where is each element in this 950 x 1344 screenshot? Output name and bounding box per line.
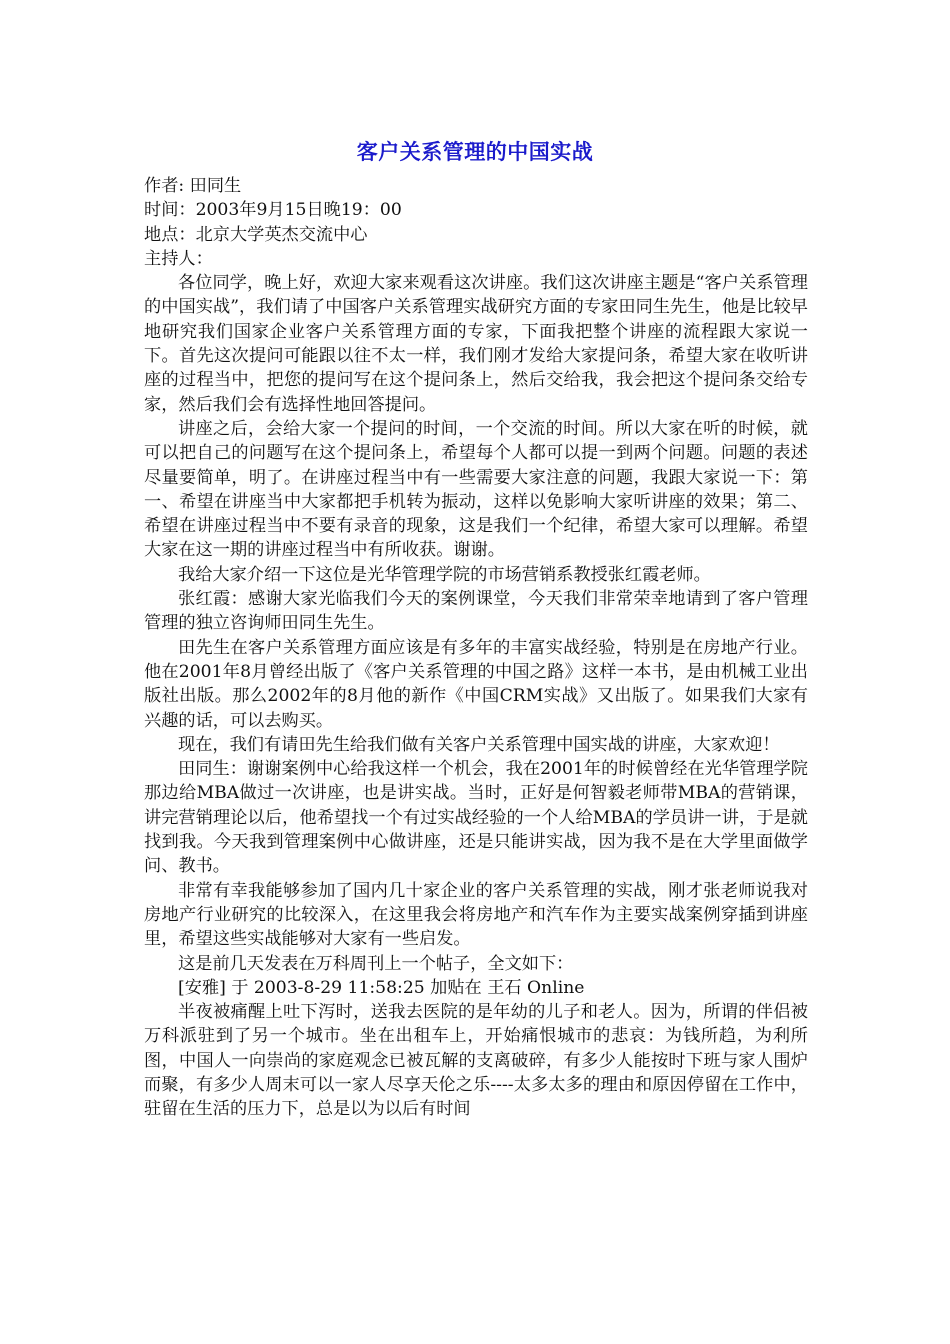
place-line: 地点：北京大学英杰交流中心 xyxy=(144,224,368,245)
host-line: 主持人： xyxy=(144,248,213,269)
paragraph: 各位同学，晚上好，欢迎大家来观看这次讲座。我们这次讲座主题是“客户关系管理的中国实战”，我们请了中国客户关系管理实战研究方面的专家田同生先生，他是比较早地研究我们国家企业客户关系管理方面的专家，下面我把整个讲座的流程跟大家说一下。首先这次提问可能跟以往不太一样，我们刚才发给大家提问条，希望大家在收听讲座的过程当中，把您的提问写在这个提问条上，然后交给我，我会把这个提问条交给专家，然后我们会有选择性地回答提问。 xyxy=(144,273,808,415)
post-header-line: [安雅] 于 2003-8-29 11:58:25 加贴在 王石 Online xyxy=(178,977,585,998)
author-line: 作者: 田同生 xyxy=(144,176,242,196)
paragraph: 非常有幸我能够参加了国内几十家企业的客户关系管理的实战，刚才张老师说我对房地产行业研究的比较深入，在这里我会将房地产和汽车作为主要实战案例穿插到讲座里，希望这些实战能够对大家有一些启发。 xyxy=(144,880,808,950)
document-body xyxy=(144,174,808,1122)
document-title: 客户关系管理的中国实战 xyxy=(356,140,594,164)
paragraph: 张红霞：感谢大家光临我们今天的案例课堂，今天我们非常荣幸地请到了客户管理管理的独立咨询师田同生先生。 xyxy=(144,589,808,634)
paragraph: 田先生在客户关系管理方面应该是有多年的丰富实战经验，特别是在房地产行业。他在2001年8月曾经出版了《客户关系管理的中国之路》这样一本书，是由机械工业出版社出版。那么2002年的8月他的新作《中国CRM实战》又出版了。如果我们大家有兴趣的话，可以去购买。 xyxy=(144,637,808,731)
paragraph: 半夜被痛醒上吐下泻时，送我去医院的是年幼的儿子和老人。因为，所谓的伴侣被万科派驻到了另一个城市。坐在出租车上，开始痛恨城市的悲哀：为钱所趋，为利所图，中国人一向崇尚的家庭观念已被瓦解的支离破碎，有多少人能按时下班与家人围炉而聚，有多少人周末可以一家人尽享天伦之乐----太多太多的理由和原因停留在工作中，驻留在生活的压力下，总是以为以后有时间 xyxy=(144,1002,808,1120)
paragraph: 现在，我们有请田先生给我们做有关客户关系管理中国实战的讲座，大家欢迎！ xyxy=(178,734,780,755)
paragraph: 讲座之后，会给大家一个提问的时间，一个交流的时间。所以大家在听的时候，就可以把自己的问题写在这个提问条上，希望每个人都可以提一到两个问题。问题的表述尽量要简单，明了。在讲座过程当中有一些需要大家注意的问题，我跟大家说一下：第一、希望在讲座当中大家都把手机转为振动，这样以免影响大家听讲座的效果；第二、希望在讲座过程当中不要有录音的现象，这是我们一个纪律，希望大家可以理解。希望大家在这一期的讲座过程当中有所收获。谢谢。 xyxy=(144,418,808,561)
paragraph: 我给大家介绍一下这位是光华管理学院的市场营销系教授张红霞老师。 xyxy=(178,564,711,585)
time-line: 时间：2003年9月15日晚19：00 xyxy=(144,200,402,221)
paragraph: 这是前几天发表在万科周刊上一个帖子，全文如下： xyxy=(178,953,574,974)
paragraph: 田同生：谢谢案例中心给我这样一个机会，我在2001年的时候曾经在光华管理学院那边给MBA做过一次讲座，也是讲实战。当时，正好是何智毅老师带MBA的营销课，讲完营销理论以后，他希望找一个有过实战经验的一个人给MBA的学员讲一讲，于是就找到我。今天我到管理案例中心做讲座，还是只能讲实战，因为我不是在大学里面做学问、教书。 xyxy=(144,759,808,877)
